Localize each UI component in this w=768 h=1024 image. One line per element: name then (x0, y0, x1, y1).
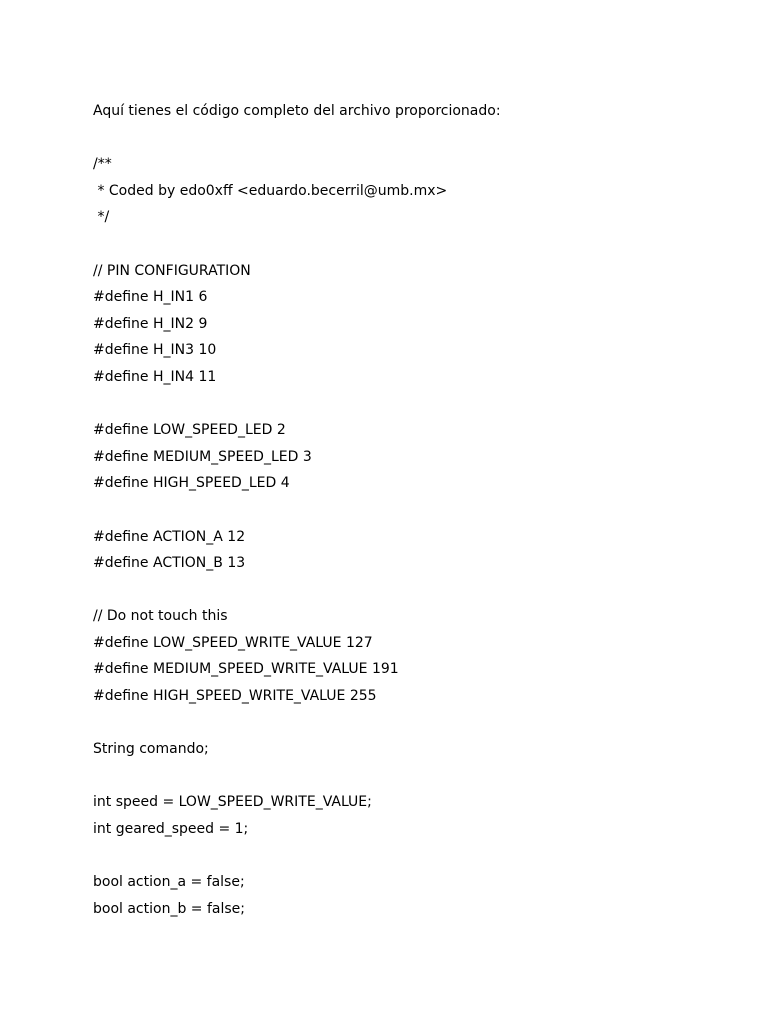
blank-line (93, 125, 713, 152)
define-line: #define LOW_SPEED_WRITE_VALUE 127 (93, 634, 373, 651)
define-line: #define MEDIUM_SPEED_WRITE_VALUE 191 (93, 661, 399, 678)
define-line: #define H_IN4 11 (93, 368, 217, 385)
bool-declaration: bool action_a = false; (93, 874, 245, 891)
blank-line (93, 763, 713, 790)
define-line: #define LOW_SPEED_LED 2 (93, 422, 286, 439)
int-declaration: int speed = LOW_SPEED_WRITE_VALUE; (93, 794, 372, 811)
string-declaration: String comando; (93, 741, 209, 758)
define-line: #define H_IN1 6 (93, 289, 208, 306)
blank-line (93, 497, 713, 524)
header-comment-author: * Coded by edo0xff <eduardo.becerril@umb.mx> (93, 182, 448, 199)
define-line: #define H_IN3 10 (93, 342, 217, 359)
blank-line (93, 391, 713, 418)
blank-line (93, 231, 713, 258)
do-not-touch-comment: // Do not touch this (93, 608, 228, 625)
code-listing (93, 98, 713, 922)
intro-text: Aquí tienes el código completo del archivo proporcionado: (93, 103, 501, 119)
define-line: #define ACTION_A 12 (93, 528, 246, 545)
define-line: #define HIGH_SPEED_WRITE_VALUE 255 (93, 688, 377, 705)
bool-declaration: bool action_b = false; (93, 900, 245, 917)
pin-config-comment: // PIN CONFIGURATION (93, 262, 251, 279)
define-line: #define ACTION_B 13 (93, 555, 246, 572)
define-line: #define MEDIUM_SPEED_LED 3 (93, 448, 312, 465)
header-comment-close: */ (93, 209, 110, 226)
define-line: #define HIGH_SPEED_LED 4 (93, 475, 290, 492)
int-declaration: int geared_speed = 1; (93, 821, 249, 838)
define-line: #define H_IN2 9 (93, 315, 208, 332)
blank-line (93, 577, 713, 604)
header-comment-open: /** (93, 156, 112, 173)
blank-line (93, 843, 713, 870)
blank-line (93, 710, 713, 737)
